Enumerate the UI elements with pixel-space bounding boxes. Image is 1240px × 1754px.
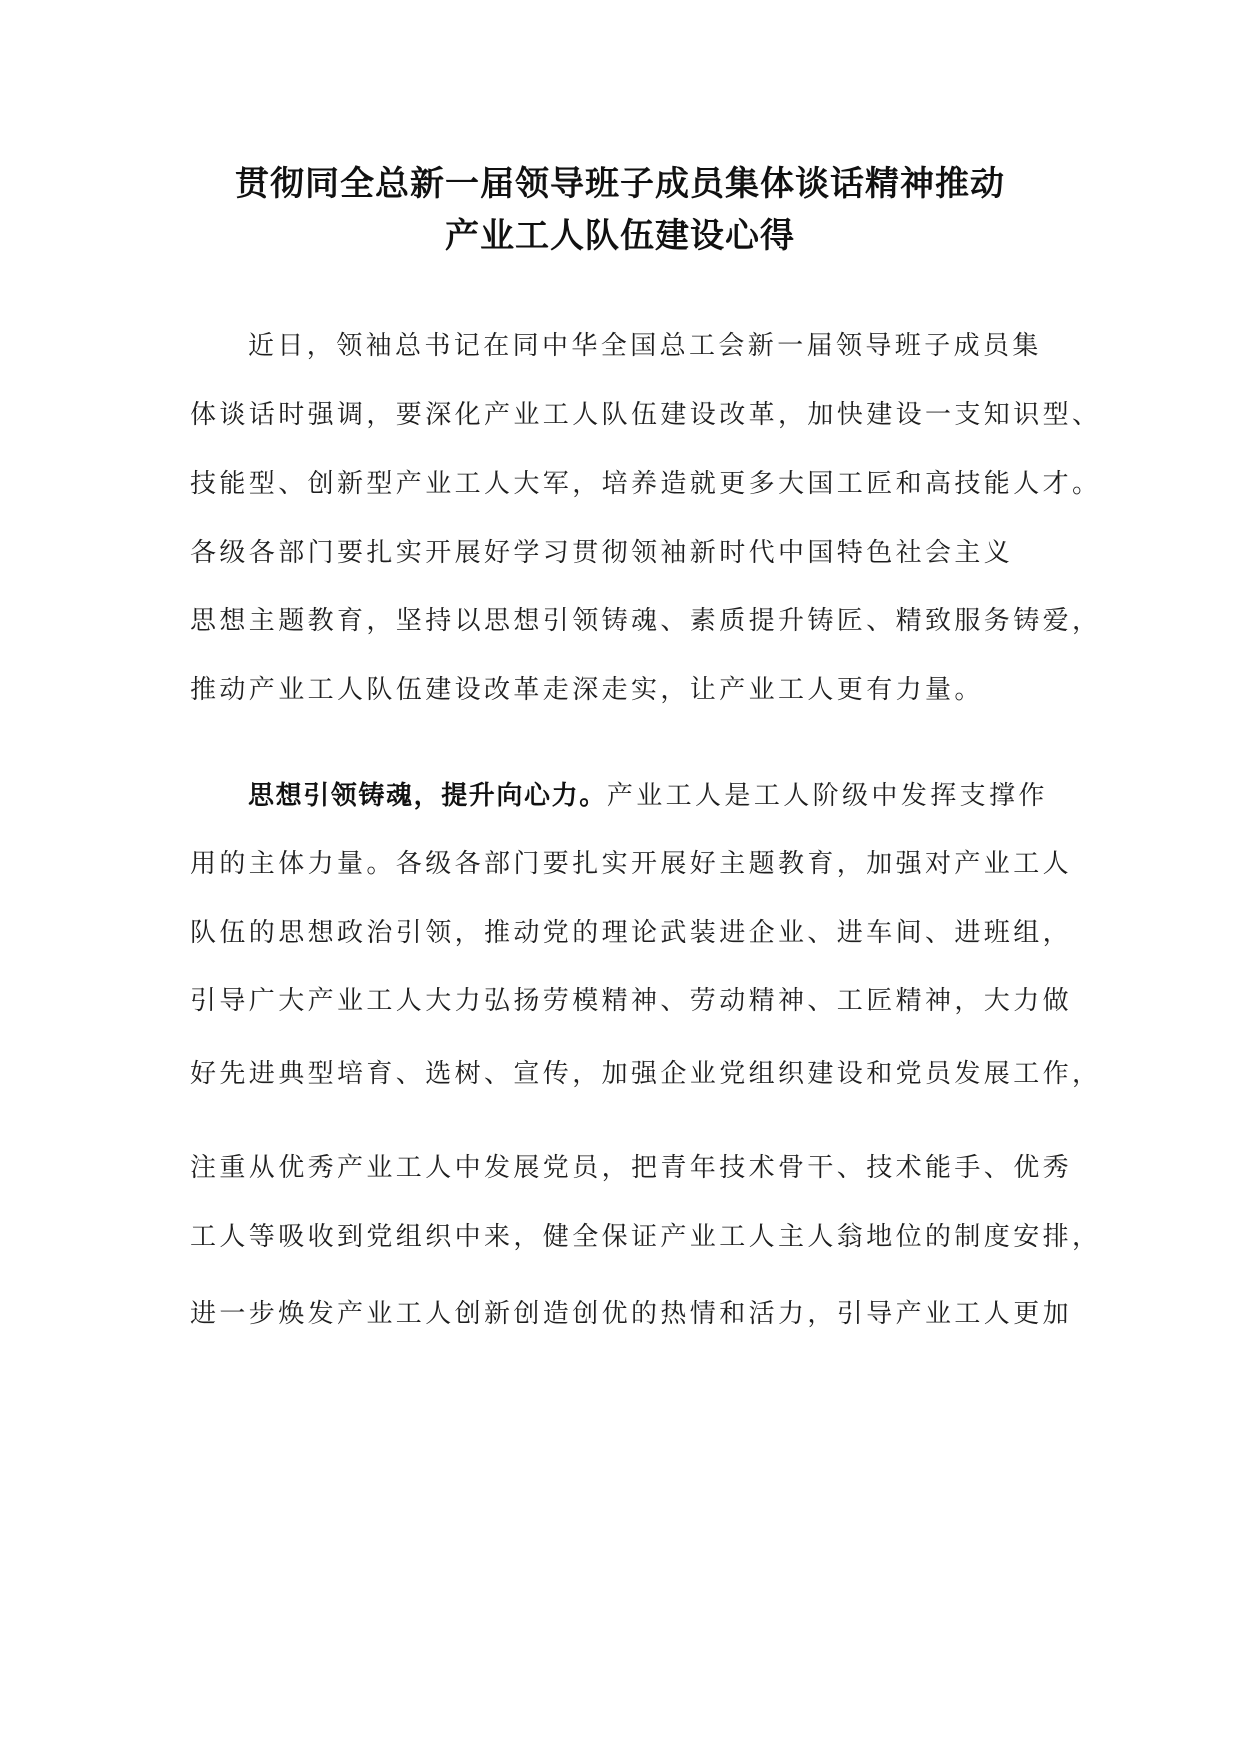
document-title-line-2: 产业工人队伍建设心得 [445, 216, 795, 256]
paragraph-1-line-2: 体谈话时强调，要深化产业工人队伍建设改革，加快建设一支知识型、 [190, 400, 1102, 430]
paragraph-2-line-3: 队伍的思想政治引领，推动党的理论武装进企业、进车间、进班组， [190, 918, 1073, 948]
paragraph-1-line-4: 各级各部门要扎实开展好学习贯彻领袖新时代中国特色社会主义 [190, 538, 1014, 568]
paragraph-2-line-4: 引导广大产业工人大力弘扬劳模精神、劳动精神、工匠精神，大力做 [190, 986, 1073, 1016]
paragraph-1-line-1: 近日，领袖总书记在同中华全国总工会新一届领导班子成员集 [248, 331, 1042, 361]
paragraph-1-line-3: 技能型、创新型产业工人大军，培养造就更多大国工匠和高技能人才。 [190, 469, 1102, 499]
paragraph-2-line-2: 用的主体力量。各级各部门要扎实开展好主题教育，加强对产业工人 [190, 849, 1073, 879]
paragraph-1-line-6: 推动产业工人队伍建设改革走深走实，让产业工人更有力量。 [190, 675, 984, 705]
paragraph-2-line-6: 注重从优秀产业工人中发展党员，把青年技术骨干、技术能手、优秀 [190, 1153, 1073, 1183]
paragraph-1-line-5: 思想主题教育，坚持以思想引领铸魂、素质提升铸匠、精致服务铸爱， [190, 606, 1102, 636]
paragraph-2-line-1-text: 产业工人是工人阶级中发挥支撑作 [606, 781, 1048, 811]
paragraph-2-lead: 思想引领铸魂，提升向心力。 [248, 781, 607, 811]
paragraph-2-line-8: 进一步焕发产业工人创新创造创优的热情和活力，引导产业工人更加 [190, 1299, 1073, 1329]
document-title-line-1: 贯彻同全总新一届领导班子成员集体谈话精神推动 [235, 164, 1005, 204]
paragraph-2-line-7: 工人等吸收到党组织中来，健全保证产业工人主人翁地位的制度安排， [190, 1222, 1102, 1252]
paragraph-2-line-1 [248, 778, 1048, 814]
paragraph-2-line-5: 好先进典型培育、选树、宣传，加强企业党组织建设和党员发展工作， [190, 1059, 1102, 1089]
